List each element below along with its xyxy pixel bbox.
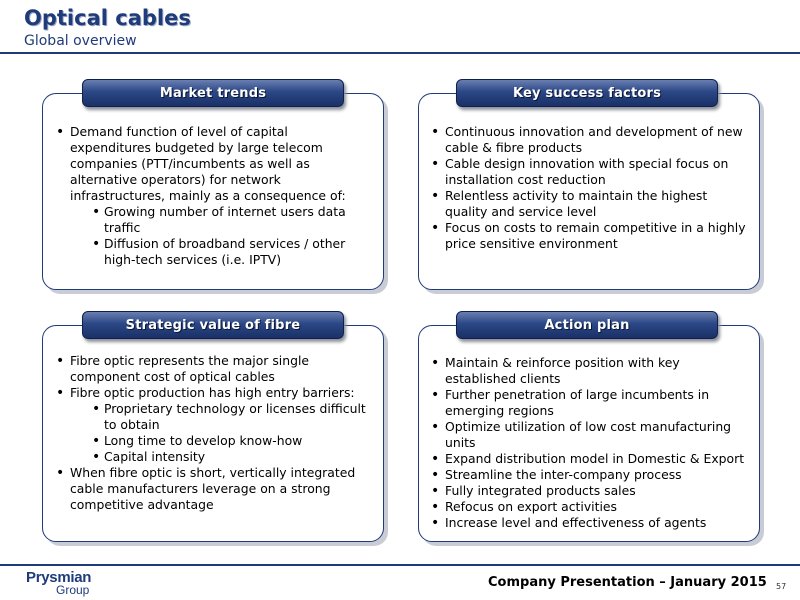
list-item: • Relentless activity to maintain the highest quality and service level: [429, 188, 749, 220]
sub-list-item: • Growing number of internet users data traffic: [92, 204, 372, 236]
list-item: [54, 385, 372, 465]
page-number: 57: [776, 582, 787, 591]
key-success-factors-list: [429, 124, 749, 252]
list-item: • Cable design innovation with special focus on installation cost reduction: [429, 156, 749, 188]
list-item: [54, 124, 372, 268]
market-trends-heading: Market trends: [82, 79, 344, 107]
list-item: • When fibre optic is short, vertically integrated cable manufacturers leverage on a strong competitive advantage: [54, 465, 372, 513]
sub-list-item: • Capital intensity: [92, 449, 372, 465]
list-item: • Fibre optic represents the major single component cost of optical cables: [54, 353, 372, 385]
header-divider: [0, 52, 800, 54]
sub-list-item: • Long time to develop know-how: [92, 433, 372, 449]
sub-list: [70, 204, 372, 268]
strategic-value-heading: Strategic value of fibre: [82, 311, 344, 339]
list-item: • Refocus on export activities: [429, 499, 749, 515]
list-item: • Streamline the inter-company process: [429, 467, 749, 483]
list-item-text: Demand function of level of capital expenditures budgeted by large telecom companies (PTT/incumbents as well as alternative operators) for network infrastructures, mainly as a consequence of:: [70, 124, 346, 203]
action-plan-list: [429, 355, 749, 531]
page-subtitle: Global overview: [24, 33, 137, 49]
sub-list: [70, 401, 372, 465]
list-item: • Increase level and effectiveness of agents: [429, 515, 749, 531]
sub-list-item: • Proprietary technology or licenses difficult to obtain: [92, 401, 372, 433]
action-plan-heading: Action plan: [456, 311, 718, 339]
presentation-footer: Company Presentation – January 2015: [488, 575, 767, 590]
company-logo: [26, 570, 91, 596]
page-title: Optical cables: [24, 6, 191, 30]
strategic-value-list: [54, 353, 372, 513]
list-item: • Continuous innovation and development of new cable & fibre products: [429, 124, 749, 156]
logo-wordmark: Prysmian: [26, 569, 92, 586]
footer-divider: [0, 564, 800, 566]
list-item: • Focus on costs to remain competitive in a highly price sensitive environment: [429, 220, 749, 252]
list-item: • Expand distribution model in Domestic & Export: [429, 451, 749, 467]
market-trends-list: [54, 124, 372, 268]
list-item: • Further penetration of large incumbents in emerging regions: [429, 387, 749, 419]
list-item: • Fully integrated products sales: [429, 483, 749, 499]
sub-list-item: • Diffusion of broadband services / other high-tech services (i.e. IPTV): [92, 236, 372, 268]
key-success-factors-heading: Key success factors: [456, 79, 718, 107]
list-item: • Maintain & reinforce position with key established clients: [429, 355, 749, 387]
list-item-text: Fibre optic production has high entry barriers:: [70, 385, 355, 400]
logo-group-label: Group: [56, 583, 90, 597]
list-item: • Optimize utilization of low cost manufacturing units: [429, 419, 749, 451]
